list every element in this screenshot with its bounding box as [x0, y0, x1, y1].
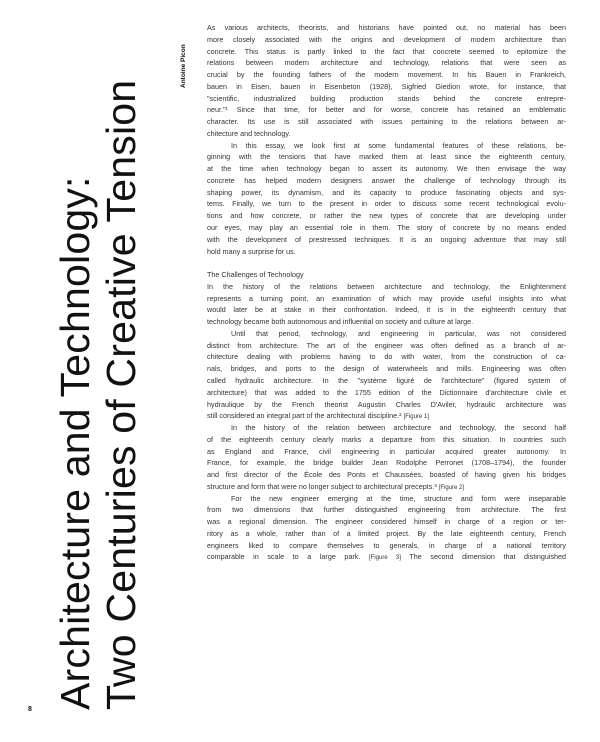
- paragraph-3: [207, 281, 566, 328]
- text-line: was a regional dimension. The engineer considered himself in charge of a region or ter-: [207, 517, 566, 527]
- text-line: called hydraulic architecture. In the "système figuré de l'architecture" (figured system of: [207, 375, 566, 385]
- text-line: with the development of prestressed techniques. It is an ongoing adventure that may still: [207, 234, 566, 244]
- paragraph-6: [207, 493, 566, 564]
- body-text: [207, 22, 566, 563]
- text-line: distinct from architecture. The art of the engineer was often defined as a branch of ar-: [207, 340, 566, 350]
- text-line: crucial by the founding fathers of the modern movement. In his Bauen in Frankreich,: [207, 70, 566, 80]
- text-line: [207, 410, 566, 422]
- paragraph-gap: [207, 257, 566, 269]
- text-line: represents a turning point, an examination of which may provide useful insights into what: [207, 293, 566, 303]
- text-line: In the history of the relations between architecture and technology, the Enlightenment: [207, 281, 566, 291]
- text-line: ginning with the tensions that have marked them at least since the eighteenth century,: [207, 152, 566, 162]
- paragraph-1: [207, 22, 566, 140]
- section-heading: The Challenges of Technology: [207, 270, 304, 280]
- text-line: shaping power, its dynamism, and its capacity to produce fascinating objects and sys-: [207, 187, 566, 197]
- chapter-title: [52, 0, 192, 710]
- text-line: tems. Finally, we turn to the present in order to discuss some recent technological evolu-: [207, 199, 566, 209]
- line-text: structure and form that were no longer subject to architectural precepts.³: [207, 481, 437, 491]
- text-line: character. Its use is still associated with issues pertaining to the relations between ar-: [207, 117, 566, 127]
- text-line: tions and how concrete, or rather the new types of concrete that are developing under: [207, 211, 566, 221]
- text-line: concrete has helped modern designers answer the challenge of technology through its: [207, 175, 566, 185]
- text-line: nals, bridges, and ports to the design of waterwheels and mills. Engineering was often: [207, 364, 566, 374]
- paragraph-2: [207, 140, 566, 258]
- text-line: would later be at stake in their confrontation. Indeed, it is in the eighteenth century that: [207, 305, 566, 315]
- text-line: as England and France, civil engineering in particular acquired greater autonomy. In: [207, 446, 566, 456]
- text-line: [207, 481, 566, 493]
- paragraph-5: [207, 422, 566, 493]
- text-line: Until that period, technology, and engineering in particular, was not considered: [231, 328, 566, 338]
- text-line: more closely associated with the origins and development of modern architecture than: [207, 34, 566, 44]
- text-line: of the eighteenth century clearly marks a departure from this situation. In countries such: [207, 434, 566, 444]
- line-text: comparable in scale to a large park.: [207, 552, 361, 562]
- text-line: engineers liked to compare themselves to generals, in charge of a national territory: [207, 540, 566, 550]
- figure-reference-1: [Figure 1]: [403, 414, 429, 421]
- figure-reference-2: [Figure 2]: [438, 484, 465, 491]
- text-line: In the history of the relation between architecture and technology, the second half: [231, 423, 566, 433]
- author-name: Antoine Picon: [180, 44, 187, 88]
- text-line: relations between modern architecture and technology, relations that were seen as: [207, 58, 566, 68]
- text-line: neur."¹ Since that time, for better and for worse, concrete has retained an emblematic: [207, 105, 566, 115]
- chapter-title-line-1: Architecture and Technology:: [52, 176, 98, 710]
- text-line: France, for example, the bridge builder Jean Rodolphe Perronet (1708–1794), the founder: [207, 458, 566, 468]
- chapter-title-line-2: Two Centuries of Creative Tension: [98, 79, 144, 710]
- text-line: For the new engineer emerging at the time, structure and form were inseparable: [231, 493, 566, 503]
- text-line: and first director of the École des Ponts et Chaussées, boasted of having given his bridges: [207, 470, 566, 480]
- page-number: 8: [28, 706, 32, 713]
- text-line: architecture) that was added to the 1755 edition of the Dictionnaire d'architecture civile et: [207, 387, 566, 397]
- text-line: hold many a surprise for us.: [207, 246, 296, 256]
- figure-reference-3: [Figure 3]: [368, 555, 401, 562]
- paragraph-4: [207, 328, 566, 422]
- text-line: bauen in Eisen, bauen in Eisenbeton (1928), Sigfried Giedion wrote, for instance, that: [207, 81, 566, 91]
- line-text: still considered an integral part of the architectural discipline.²: [207, 411, 402, 421]
- text-line: chitecture dealing with problems having to do with water, from the construction of ca-: [207, 352, 566, 362]
- text-line: at the time when technology began to assert its autonomy. We then envisage the way: [207, 164, 566, 174]
- text-line: from two dimensions that further distinguished engineering from architecture. The first: [207, 505, 566, 515]
- text-line: our eyes, may play an essential role in them. The story of concrete by no means ended: [207, 223, 566, 233]
- text-line: concrete. This status is partly linked to the fact that concrete seemed to epitomize the: [207, 46, 566, 56]
- text-line: chitecture and technology.: [207, 128, 291, 138]
- text-line: As various architects, theorists, and historians have pointed out, no material has been: [207, 23, 566, 32]
- text-line: technology became both autonomous and influential on society and culture at large.: [207, 317, 474, 327]
- text-line: [207, 551, 566, 563]
- text-line: hydraulique by the French theorist Augustin Charles D'Aviler, hydraulic architecture was: [207, 399, 566, 409]
- line-text: The second dimension that distinguished: [409, 552, 566, 562]
- text-line: In this essay, we look first at some fundamental features of these relations, be-: [231, 140, 566, 150]
- text-line: "scientific, industrialized building production stands behind the concrete entrepre-: [207, 93, 566, 103]
- text-line: ritory as a whole, rather than of a limited project. By the late eighteenth century, French: [207, 528, 566, 538]
